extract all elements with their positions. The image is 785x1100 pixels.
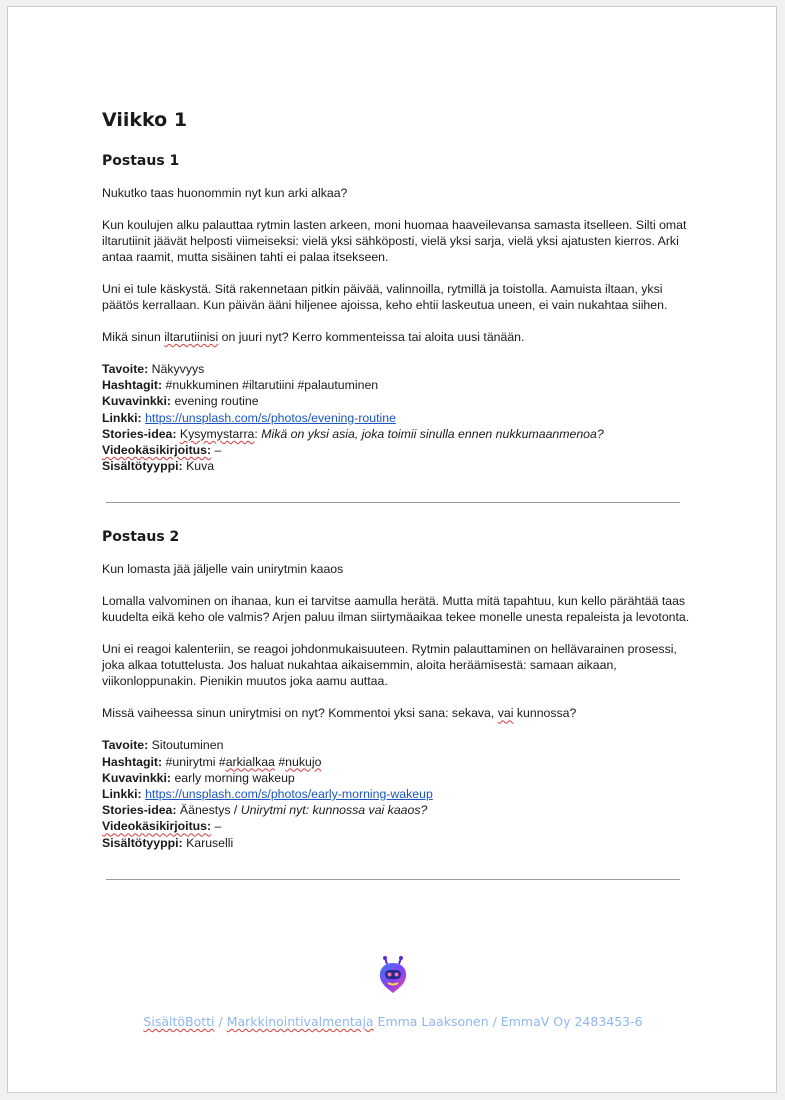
meta-kuvavinkki: Kuvavinkki: early morning wakeup [102,770,295,785]
meta-video: Videokäsikirjoitus: – [102,443,222,458]
spellcheck-word[interactable]: vai [497,706,514,721]
spellcheck-word[interactable]: arkialkaa [225,754,275,769]
post-cta: Mikä sinun iltarutiinisi on juuri nyt? Kerro kommenteissa tai aloita uusi tänään. [102,330,525,344]
post-1 [102,151,692,474]
robot-logo-icon [377,955,409,995]
post-meta [102,361,692,474]
meta-video: Videokäsikirjoitus: – [102,819,222,834]
post-2 [102,527,692,850]
spellcheck-word[interactable]: Kysymystarra [179,426,255,441]
post-paragraph: Uni ei tule käskystä. Sitä rakennetaan pitkin päivää, valinnoilla, rytmillä ja toistolla. Aamuista iltaan, yksi päätös kerrallaan. Kun päivän ääni hiljenee ajoissa, keho ehtii laskeutua uneen, ei vain nukahtaa siihen. [102,282,668,312]
footer-credit: SisältöBotti / Markkinointivalmentaja Emma Laaksonen / EmmaV Oy 2483453-6 [143,1014,643,1029]
meta-hashtags: Hashtagit: #unirytmi #arkialkaa #nukujo [102,754,322,769]
section-divider [106,502,680,503]
post-title: Postaus 2 [102,529,180,546]
footer-brand: SisältöBotti [143,1014,215,1029]
meta-sisaltotyyppi: Sisältötyyppi: Karuselli [102,835,234,850]
post-paragraph: Uni ei reagoi kalenteriin, se reagoi johdonmukaisuuteen. Rytmin palauttaminen on hellävarainen prosessi, joka alkaa totuttelusta. Jos haluat nukahtaa aikaisemmin, aloita heräämisestä: samaan aikaan, viikonloppunakin. Pienikin muutos joka aamu auttaa. [102,642,677,689]
meta-stories: Stories-idea: Kysymystarra: Mikä on yksi asia, joka toimii sinulla ennen nukkumaanmenoa? [102,426,604,441]
document-page [7,6,777,1093]
post-paragraph: Kun koulujen alku palauttaa rytmin lasten arkeen, moni huomaa haaveilevansa samasta itselleen. Silti omat iltarutiinit jäävät helposti viimeiseksi: vielä yksi sähköposti, vielä yksi sarja, vielä yksi ajatusten kierros. Arki antaa raamit, mutta sisäinen tahti ei palaa itsekseen. [102,218,687,264]
post-hook: Nukutko taas huonommin nyt kun arki alkaa? [102,186,348,200]
post-paragraph: Lomalla valvominen on ihanaa, kun ei tarvitse aamulla herätä. Mutta mitä tapahtuu, kun kello pärähtää taas kuudelta eikä keho ole valmis? Arjen paluu ilman siirtymäaikaa tekee monelle unesta repaleista ja levotonta. [102,594,690,625]
meta-kuvavinkki: Kuvavinkki: evening routine [102,394,259,409]
post-title: Postaus 1 [102,153,180,169]
unsplash-link[interactable]: https://unsplash.com/s/photos/evening-routine [145,410,396,425]
spellcheck-word[interactable]: nukujo [285,754,322,769]
week-title: Viikko 1 [102,109,188,131]
post-cta: Missä vaiheessa sinun unirytmisi on nyt? Kommentoi yksi sana: sekava, vai kunnossa? [102,706,577,721]
section-divider [106,879,680,880]
unsplash-link[interactable]: https://unsplash.com/s/photos/early-morning-wakeup [145,787,433,802]
meta-stories: Stories-idea: Äänestys / Unirytmi nyt: kunnossa vai kaaos? [102,803,428,818]
meta-linkki: Linkki: https://unsplash.com/s/photos/evening-routine [102,410,396,425]
document-content [102,107,692,904]
meta-hashtags: Hashtagit: #nukkuminen #iltarutiini #palautuminen [102,378,379,393]
meta-tavoite: Tavoite: Sitoutuminen [102,738,224,753]
meta-linkki: Linkki: https://unsplash.com/s/photos/early-morning-wakeup [102,787,433,802]
footer [8,955,778,1029]
spellcheck-word[interactable]: iltarutiinisi [164,330,219,344]
meta-tavoite: Tavoite: Näkyvyys [102,362,205,376]
meta-sisaltotyyppi: Sisältötyyppi: Kuva [102,459,215,474]
post-meta [102,737,692,850]
footer-role: Markkinointivalmentaja [226,1014,374,1029]
post-hook: Kun lomasta jää jäljelle vain unirytmin kaaos [102,562,344,577]
